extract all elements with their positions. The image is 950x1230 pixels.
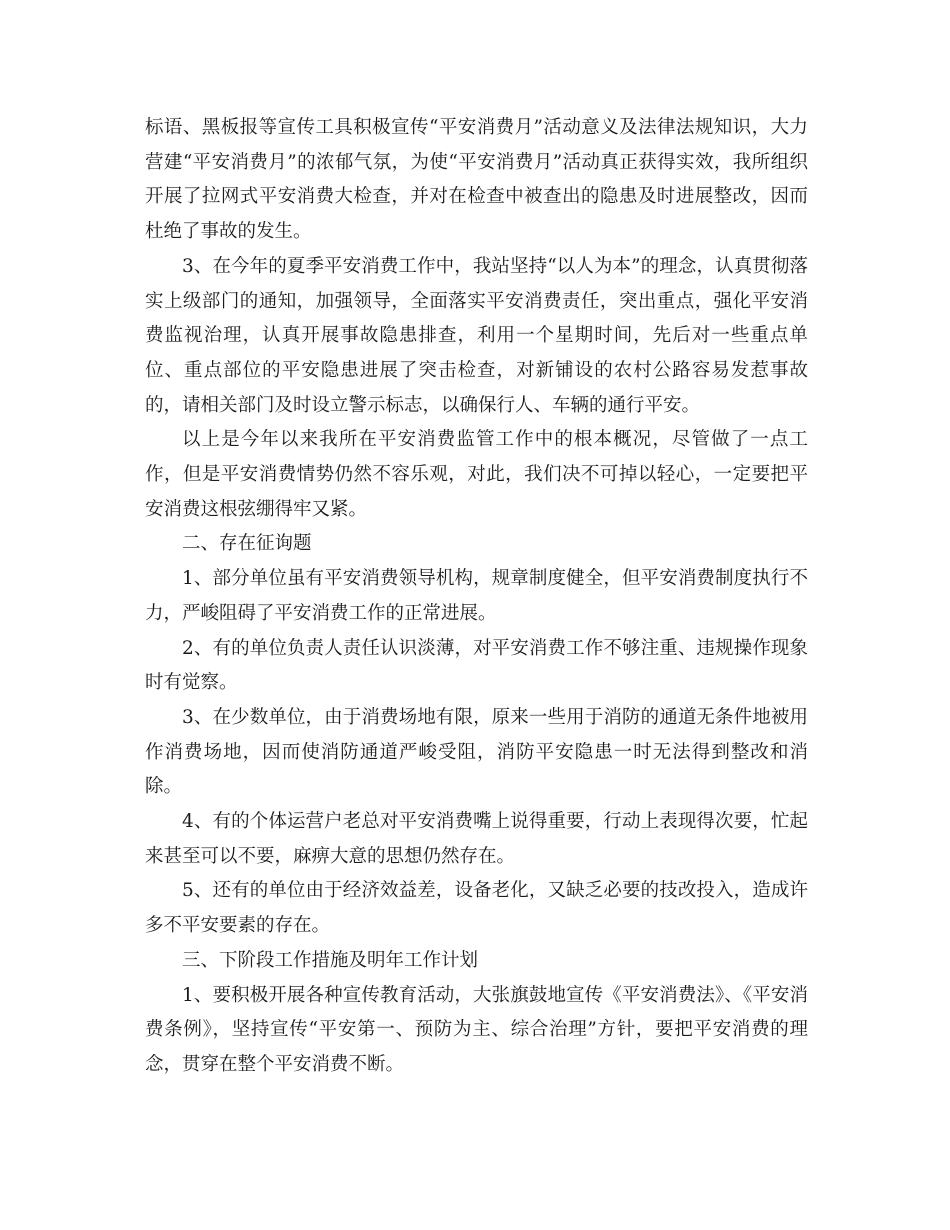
paragraph-problem-5: 5、还有的单位由于经济效益差，设备老化，又缺乏必要的技改投入，造成许多不平安要素的存在。 [145, 880, 808, 937]
section-heading-problems: 二、存在征询题 [182, 533, 312, 555]
paragraph-item-3-summer: 3、在今年的夏季平安消费工作中，我站坚持“以人为本”的理念，认真贯彻落实上级部门的通知，加强领导，全面落实平安消费责任，突出重点，强化平安消费监视治理，认真开展事故隐患排查，利用一个星期时间，先后对一些重点单位、重点部位的平安隐患进展了突击检查，对新铺设的农村公路容易发惹事故的，请相关部门及时设立警示标志，以确保行人、车辆的通行平安。 [145, 255, 808, 416]
paragraph-problem-3: 3、在少数单位，由于消费场地有限，原来一些用于消防的通道无条件地被用作消费场地，因而使消防通道严峻受阻，消防平安隐患一时无法得到整改和消除。 [145, 706, 808, 798]
paragraph-problem-2: 2、有的单位负责人责任认识淡薄，对平安消费工作不够注重、违规操作现象时有觉察。 [145, 637, 808, 694]
paragraph-summary: 以上是今年以来我所在平安消费监管工作中的根本概况，尽管做了一点工作，但是平安消费情势仍然不容乐观，对此，我们决不可掉以轻心，一定要把平安消费这根弦绷得牢又紧。 [145, 429, 808, 520]
paragraph-problem-1: 1、部分单位虽有平安消费领导机构，规章制度健全，但平安消费制度执行不力，严峻阻碍了平安消费工作的正常进展。 [145, 568, 808, 624]
section-heading-next-steps: 三、下阶段工作措施及明年工作计划 [182, 949, 479, 971]
paragraph-problem-4: 4、有的个体运营户老总对平安消费嘴上说得重要，行动上表现得次要，忙起来甚至可以不要，麻痹大意的思想仍然存在。 [145, 811, 808, 867]
paragraph-plan-1: 1、要积极开展各种宣传教育活动，大张旗鼓地宣传《平安消费法》、《平安消费条例》，坚持宣传“平安第一、预防为主、综合治理”方针，要把平安消费的理念，贯穿在整个平安消费不断。 [145, 984, 808, 1075]
paragraph-intro-continued: 标语、黑板报等宣传工具积极宣传“平安消费月”活动意义及法律法规知识，大力营建“平安消费月”的浓郁气氛，为使“平安消费月”活动真正获得实效，我所组织开展了拉网式平安消费大检查，并对在检查中被查出的隐患及时进展整改，因而杜绝了事故的发生。 [145, 117, 808, 243]
